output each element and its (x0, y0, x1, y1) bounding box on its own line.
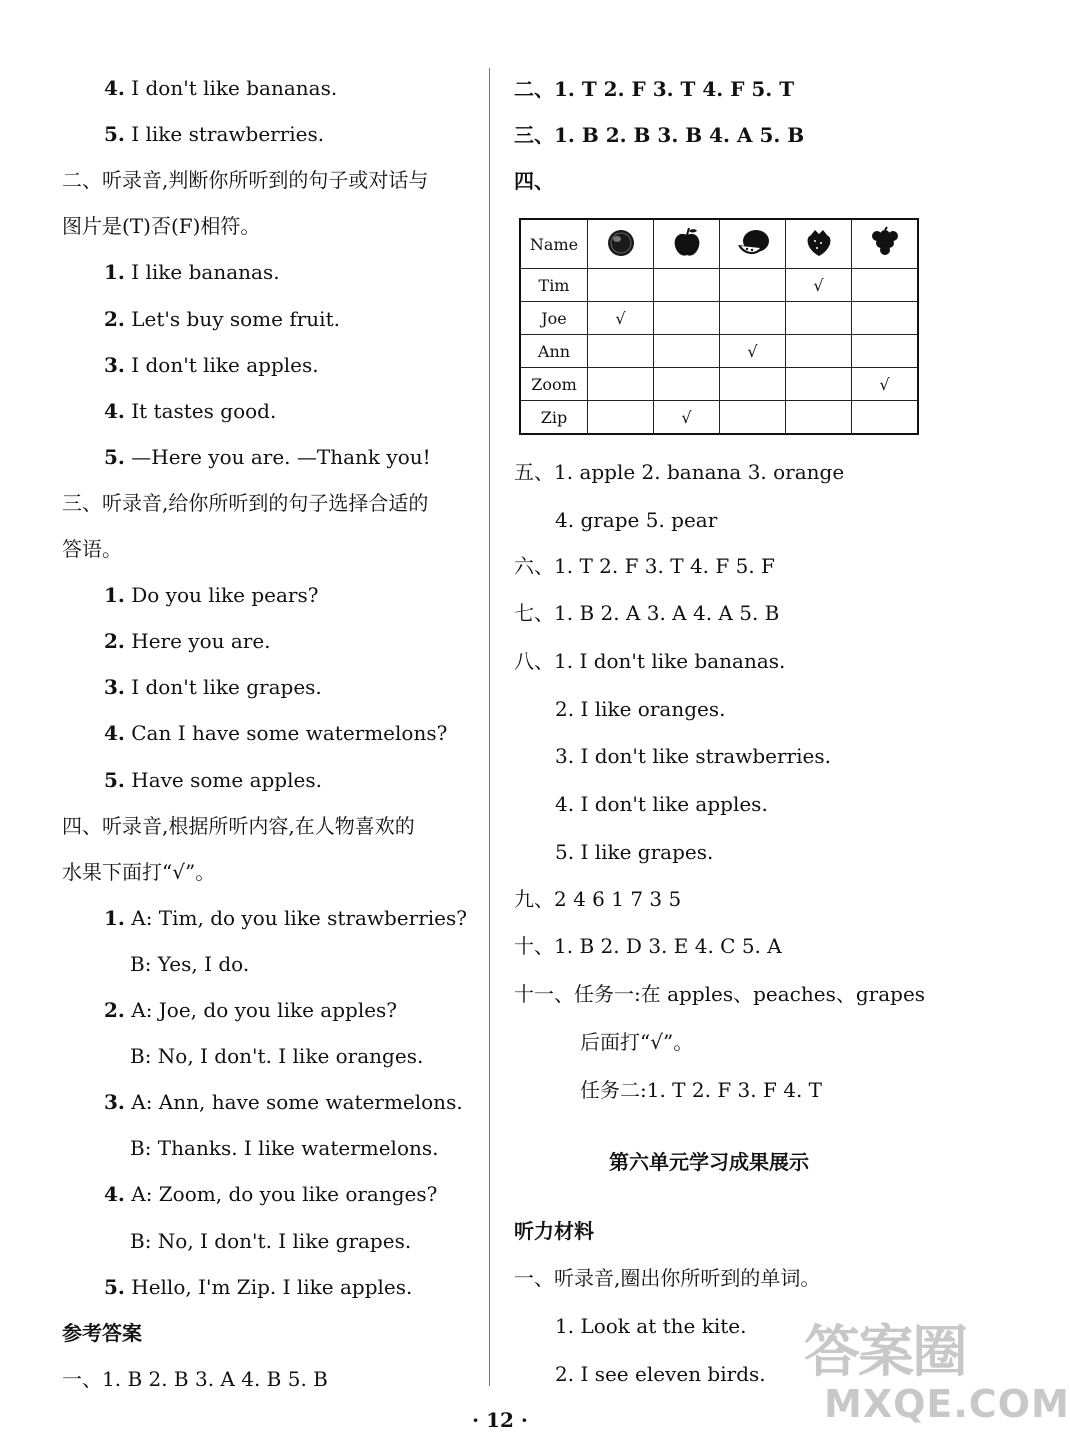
item-number: 5. (104, 444, 125, 469)
grape-icon (867, 226, 903, 258)
line-text: 图片是(T)否(F)相符。 (62, 214, 261, 239)
grape-picture (852, 219, 919, 269)
item-number: 1. (104, 583, 125, 608)
text-line (104, 1273, 412, 1301)
answer-line (555, 1360, 766, 1388)
line-text: B: No, I don't. I like oranges. (130, 1044, 424, 1069)
text-line (104, 719, 447, 747)
table-cell-check (852, 302, 919, 335)
line-text: 听力材料 (514, 1219, 594, 1243)
table-cell-check: √ (588, 302, 654, 335)
line-text: Hello, I'm Zip. I like apples. (131, 1274, 413, 1299)
table-cell-check (654, 335, 720, 368)
line-text: 十一、任务一:在 apples、peaches、grapes (514, 982, 926, 1006)
strawberry-picture (786, 219, 852, 269)
item-number: 4. (104, 721, 125, 746)
text-line (104, 443, 431, 471)
answer-line (514, 647, 785, 675)
line-text: A: Ann, have some watermelons. (131, 1090, 463, 1115)
table-cell-check (588, 269, 654, 302)
table-cell-check (852, 401, 919, 435)
answer-line (580, 1076, 822, 1104)
table-cell-check (588, 368, 654, 401)
table-cell-check (654, 302, 720, 335)
line-text: 4. grape 5. pear (555, 508, 718, 532)
table-cell-name: Tim (520, 269, 588, 302)
watermark-url: MXQE.COM (824, 1382, 1070, 1426)
text-line (104, 581, 318, 609)
text-line (62, 212, 260, 240)
table-cell-check (786, 368, 852, 401)
text-line (130, 950, 249, 978)
item-number: 2. (104, 998, 125, 1022)
text-line (104, 258, 280, 286)
table-cell-check (720, 368, 786, 401)
text-line (104, 305, 340, 333)
table-cell-check (852, 335, 919, 368)
table-cell-name: Joe (520, 302, 588, 335)
item-number: 4. (104, 76, 125, 100)
line-text: 2. I see eleven birds. (555, 1362, 766, 1386)
text-line (104, 1088, 463, 1116)
line-text: 参考答案 (62, 1320, 142, 1345)
text-line (104, 904, 467, 932)
item-number: 4. (104, 398, 125, 423)
line-text: 三、听录音,给你所听到的句子选择合适的 (62, 490, 429, 515)
line-text: I like bananas. (131, 260, 280, 285)
table-row (520, 335, 918, 368)
table-header-row (520, 219, 918, 269)
line-text: B: Yes, I do. (130, 951, 250, 976)
item-number: 1. (104, 905, 125, 930)
text-line (130, 1227, 411, 1255)
answer-line (555, 838, 713, 866)
table-cell-check: √ (786, 269, 852, 302)
line-text: 水果下面打“√”。 (62, 859, 216, 884)
item-number: 2. (104, 629, 125, 654)
text-line (62, 812, 415, 840)
text-line (130, 1042, 423, 1070)
text-line (62, 166, 428, 194)
line-text: 四、 (514, 169, 554, 193)
text-line (104, 397, 276, 425)
answer-line (514, 75, 794, 103)
answer-line (514, 599, 779, 627)
table-cell-check (852, 269, 919, 302)
line-text: Let's buy some fruit. (131, 306, 340, 331)
text-line (130, 1134, 439, 1162)
item-number: 3. (104, 1090, 125, 1115)
table-cell-check (720, 401, 786, 435)
answer-line (555, 1312, 746, 1340)
table-cell-check: √ (852, 368, 919, 401)
line-text: 二、1. T 2. F 3. T 4. F 5. T (514, 77, 795, 101)
line-text: 1. Look at the kite. (555, 1314, 747, 1338)
table-cell-name: Zoom (520, 368, 588, 401)
item-number: 1. (104, 260, 125, 285)
line-text: 后面打“√”。 (580, 1030, 694, 1054)
section-heading (609, 1148, 809, 1176)
item-number: 2. (104, 306, 125, 331)
line-text: —Here you are. —Thank you! (131, 444, 431, 469)
line-text: 答语。 (62, 537, 122, 561)
text-line (62, 489, 428, 517)
item-number: 5. (104, 767, 125, 792)
line-text: 五、1. apple 2. banana 3. orange (514, 460, 845, 484)
line-text: I don't like bananas. (131, 76, 338, 100)
text-line (104, 351, 319, 379)
text-line (104, 996, 397, 1024)
line-text: 六、1. T 2. F 3. T 4. F 5. F (514, 554, 775, 578)
line-text: Here you are. (131, 629, 271, 654)
line-text: 一、听录音,圈出你所听到的单词。 (514, 1266, 821, 1290)
item-number: 3. (104, 675, 125, 700)
table-header-name: Name (520, 219, 588, 269)
text-line (62, 535, 122, 563)
line-text: Can I have some watermelons? (131, 721, 448, 746)
table-cell-name: Ann (520, 335, 588, 368)
line-text: A: Joe, do you like apples? (131, 998, 398, 1022)
table-cell-check (654, 269, 720, 302)
table-cell-check (654, 368, 720, 401)
apple-picture (654, 219, 720, 269)
text-line (104, 74, 337, 102)
fruit-preference-table (519, 218, 919, 435)
item-number: 3. (104, 352, 125, 377)
table-cell-check (786, 302, 852, 335)
table-cell-check (786, 401, 852, 435)
table-cell-check (588, 401, 654, 435)
watermark (790, 1308, 1070, 1438)
line-text: 任务二:1. T 2. F 3. F 4. T (580, 1078, 823, 1102)
item-number: 5. (104, 122, 125, 147)
watermark-logo: 答案圈 (804, 1320, 966, 1385)
answer-line (555, 695, 725, 723)
watermelon-icon (735, 226, 771, 258)
answer-line (514, 121, 804, 149)
text-line (104, 120, 324, 148)
answer-line (555, 506, 717, 534)
answer-line (555, 790, 768, 818)
section-heading (62, 1319, 142, 1347)
apple-icon (669, 226, 705, 258)
table-cell-name: Zip (520, 401, 588, 435)
text-line (62, 858, 215, 886)
line-text: 七、1. B 2. A 3. A 4. A 5. B (514, 601, 780, 625)
text-line (104, 627, 271, 655)
line-text: B: No, I don't. I like grapes. (130, 1228, 412, 1253)
strawberry-icon (801, 226, 837, 258)
column-divider (489, 68, 490, 1386)
table-cell-check (588, 335, 654, 368)
answer-line (514, 458, 844, 486)
line-text: I like strawberries. (131, 122, 325, 147)
table-cell-check: √ (654, 401, 720, 435)
answer-line (514, 885, 681, 913)
page-number: · 12 · (472, 1408, 528, 1432)
line-text: 3. I don't like strawberries. (555, 744, 831, 768)
text-line (62, 1365, 328, 1393)
line-text: 二、听录音,判断你所听到的句子或对话与 (62, 168, 429, 193)
line-text: It tastes good. (131, 398, 277, 423)
line-text: Have some apples. (131, 767, 322, 792)
watermelon-picture (720, 219, 786, 269)
line-text: 4. I don't like apples. (555, 792, 768, 816)
item-number: 5. (104, 1274, 125, 1299)
table-row (520, 269, 918, 302)
line-text: Do you like pears? (131, 583, 319, 608)
line-text: 三、1. B 2. B 3. B 4. A 5. B (514, 123, 805, 147)
line-text: I don't like apples. (131, 352, 319, 377)
table-row (520, 368, 918, 401)
line-text: 九、2 4 6 1 7 3 5 (514, 887, 682, 911)
answer-line (514, 932, 782, 960)
answer-line (514, 1264, 820, 1292)
line-text: A: Zoom, do you like oranges? (131, 1182, 438, 1207)
table-row (520, 401, 918, 435)
table-cell-check: √ (720, 335, 786, 368)
line-text: 八、1. I don't like bananas. (514, 649, 786, 673)
text-line (104, 1180, 437, 1208)
table-cell-check (720, 302, 786, 335)
table-cell-check (786, 335, 852, 368)
item-number: 4. (104, 1182, 125, 1207)
line-text: 第六单元学习成果展示 (609, 1150, 809, 1174)
line-text: A: Tim, do you like strawberries? (131, 905, 467, 930)
orange-icon (603, 226, 639, 258)
answer-line (580, 1028, 693, 1056)
orange-picture (588, 219, 654, 269)
line-text: I don't like grapes. (131, 675, 322, 700)
line-text: 四、听录音,根据所听内容,在人物喜欢的 (62, 813, 415, 838)
answer-line (514, 980, 925, 1008)
section-heading (514, 1217, 594, 1245)
text-line (104, 766, 322, 794)
table-row (520, 302, 918, 335)
line-text: 5. I like grapes. (555, 840, 714, 864)
line-text: 一、1. B 2. B 3. A 4. B 5. B (62, 1366, 328, 1391)
line-text: B: Thanks. I like watermelons. (130, 1136, 439, 1161)
table-cell-check (720, 269, 786, 302)
answer-line (555, 742, 831, 770)
line-text: 十、1. B 2. D 3. E 4. C 5. A (514, 934, 782, 958)
answer-line (514, 552, 775, 580)
line-text: 2. I like oranges. (555, 697, 726, 721)
answer-line (514, 167, 554, 195)
text-line (104, 673, 322, 701)
